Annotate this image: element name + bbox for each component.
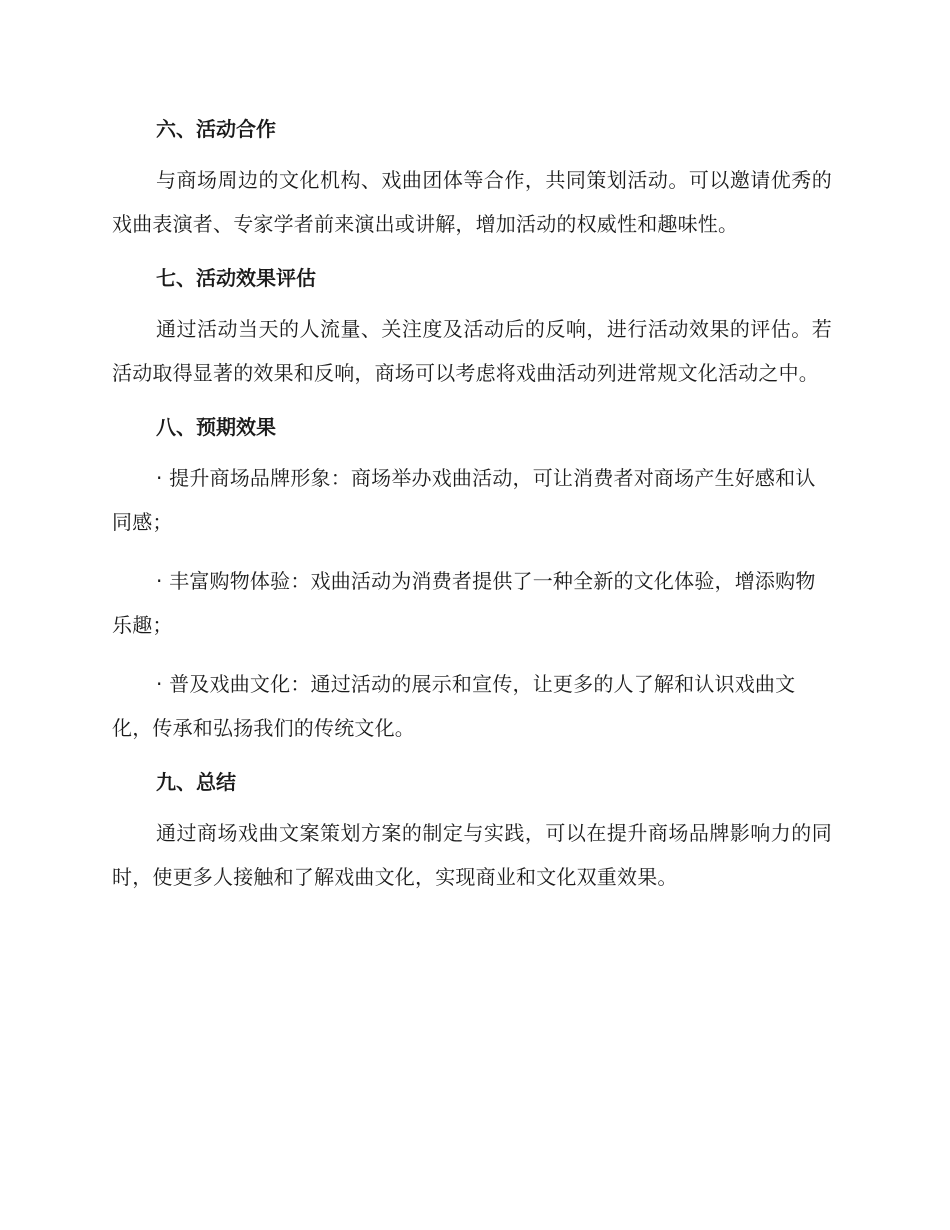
- section-paragraph: 与商场周边的文化机构、戏曲团体等合作，共同策划活动。可以邀请优秀的戏曲表演者、专家学者前来演出或讲解，增加活动的权威性和趣味性。: [112, 168, 832, 236]
- section-heading: 九、总结: [156, 770, 236, 794]
- section-heading: 七、活动效果评估: [156, 266, 316, 290]
- section-heading: 八、预期效果: [156, 415, 276, 439]
- bullet-item: · 丰富购物体验：戏曲活动为消费者提供了一种全新的文化体验，增添购物乐趣；: [112, 569, 816, 637]
- bullet-item: · 普及戏曲文化：通过活动的展示和宣传，让更多的人了解和认识戏曲文化，传承和弘扬我们的传统文化。: [112, 672, 796, 740]
- section-summary: [112, 765, 832, 899]
- section-heading: 六、活动合作: [156, 117, 276, 141]
- section-evaluation: [112, 261, 832, 395]
- section-paragraph: 通过商场戏曲文案策划方案的制定与实践，可以在提升商场品牌影响力的同时，使更多人接触和了解戏曲文化，实现商业和文化双重效果。: [112, 821, 832, 889]
- bullet-item: · 提升商场品牌形象：商场举办戏曲活动，可让消费者对商场产生好感和认同感；: [112, 466, 816, 534]
- section-cooperation: [112, 112, 832, 246]
- section-paragraph: 通过活动当天的人流量、关注度及活动后的反响，进行活动效果的评估。若活动取得显著的效果和反响，商场可以考虑将戏曲活动列进常规文化活动之中。: [112, 317, 832, 385]
- section-expected-effects: [112, 410, 832, 750]
- document-page: [112, 112, 832, 914]
